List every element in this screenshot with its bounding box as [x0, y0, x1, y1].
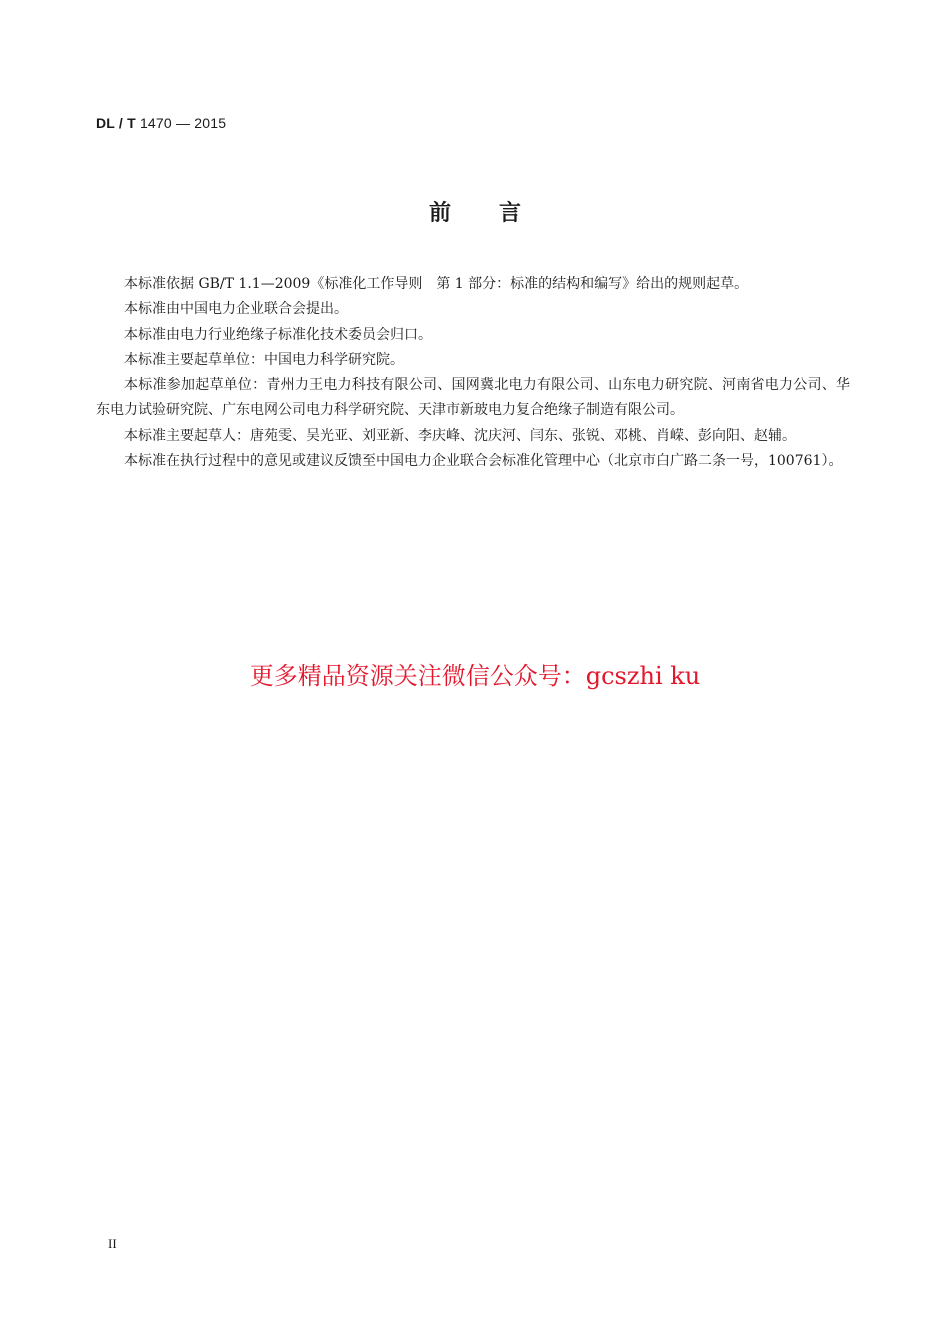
- paragraph-drafting-basis: 本标准依据 GB/T 1.1—2009《标准化工作导则 第 1 部分：标准的结构和编写》给出的规则起草。: [124, 276, 749, 292]
- standard-code-number: 1470 — 2015: [139, 115, 227, 131]
- standard-code-prefix: DL / T: [96, 115, 136, 131]
- paragraph-proposer: 本标准由中国电力企业联合会提出。: [124, 301, 348, 318]
- page-title: 前言: [428, 201, 569, 226]
- paragraph-main-drafting-unit: 本标准主要起草单位：中国电力科学研究院。: [124, 351, 404, 368]
- paragraph-participating-units: 本标准参加起草单位：青州力王电力科技有限公司、国网冀北电力有限公司、山东电力研究院、河南省电力公司、华东电力试验研究院、广东电网公司电力科学研究院、天津市新玻电力复合绝缘子制造有限公司。: [96, 377, 850, 419]
- foreword-body: [96, 272, 850, 474]
- paragraph-main-drafters: 本标准主要起草人：唐苑雯、吴光亚、刘亚新、李庆峰、沈庆河、闫东、张锐、邓桃、肖嵘、彭向阳、赵辅。: [124, 427, 796, 444]
- standard-code: [96, 115, 226, 131]
- watermark-text: 更多精品资源关注微信公众号：gcszhi ku: [249, 662, 701, 690]
- paragraph-feedback: 本标准在执行过程中的意见或建议反馈至中国电力企业联合会标准化管理中心（北京市白广路二条一号，100761）。: [124, 453, 843, 470]
- paragraph-centralized-unit: 本标准由电力行业绝缘子标准化技术委员会归口。: [124, 326, 432, 343]
- page-number: II: [108, 1236, 117, 1251]
